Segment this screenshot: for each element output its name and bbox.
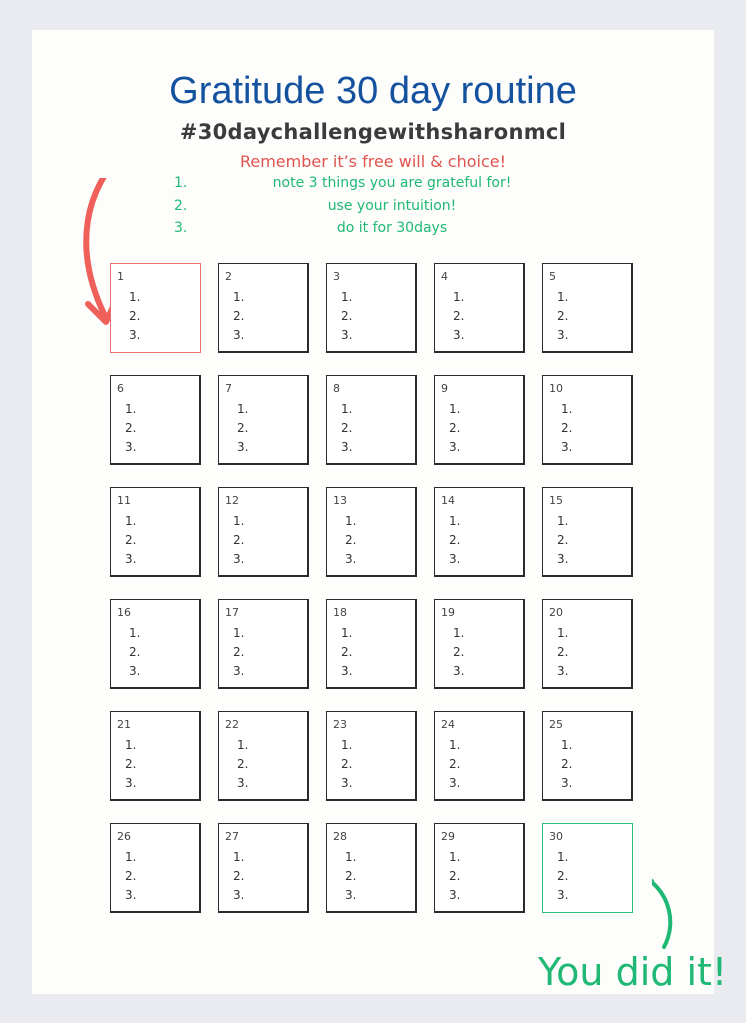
gratitude-entry-line[interactable]: 1. — [233, 514, 245, 528]
hashtag-subtitle: #30daychallengewithsharonmcl — [179, 120, 567, 144]
gratitude-entry-line[interactable]: 2. — [341, 309, 353, 323]
day-number: 10 — [549, 382, 563, 395]
gratitude-entry-line[interactable]: 1. — [557, 290, 569, 304]
day-number: 9 — [441, 382, 448, 395]
day-number: 27 — [225, 830, 239, 843]
day-box[interactable] — [110, 375, 201, 465]
gratitude-entry-line[interactable]: 3. — [557, 664, 569, 678]
gratitude-entry-line[interactable]: 1. — [233, 626, 245, 640]
day-number: 18 — [333, 606, 347, 619]
day-box[interactable] — [434, 711, 525, 801]
gratitude-entry-line[interactable]: 1. — [449, 402, 461, 416]
gratitude-entry-line[interactable]: 1. — [125, 738, 137, 752]
gratitude-entry-line[interactable]: 2. — [345, 869, 357, 883]
day-number: 4 — [441, 270, 448, 283]
gratitude-entry-line[interactable]: 3. — [557, 552, 569, 566]
gratitude-entry-line[interactable]: 2. — [233, 533, 245, 547]
day-number: 2 — [225, 270, 232, 283]
rule-text: note 3 things you are grateful for! — [272, 175, 512, 191]
day-box[interactable] — [326, 599, 417, 689]
gratitude-entry-line[interactable]: 3. — [557, 888, 569, 902]
day-box[interactable] — [110, 487, 201, 577]
gratitude-entry-line[interactable]: 2. — [237, 421, 249, 435]
gratitude-entry-line[interactable]: 2. — [125, 421, 137, 435]
gratitude-entry-line[interactable]: 3. — [345, 888, 357, 902]
gratitude-entry-line[interactable]: 1. — [561, 402, 573, 416]
gratitude-entry-line[interactable]: 1. — [341, 402, 353, 416]
gratitude-entry-line[interactable]: 3. — [561, 776, 573, 790]
gratitude-entry-line[interactable]: 3. — [233, 552, 245, 566]
day-number: 22 — [225, 718, 239, 731]
gratitude-entry-line[interactable]: 1. — [341, 626, 353, 640]
gratitude-entry-line[interactable]: 1. — [449, 850, 461, 864]
rule-item — [162, 175, 582, 195]
gratitude-entry-line[interactable]: 3. — [449, 888, 461, 902]
rule-item — [162, 198, 582, 218]
gratitude-entry-line[interactable]: 3. — [453, 328, 465, 342]
day-box[interactable] — [218, 711, 309, 801]
rule-text: do it for 30days — [336, 220, 448, 236]
gratitude-entry-line[interactable]: 1. — [345, 850, 357, 864]
day-number: 29 — [441, 830, 455, 843]
gratitude-entry-line[interactable]: 3. — [233, 328, 245, 342]
gratitude-entry-line[interactable]: 2. — [341, 645, 353, 659]
gratitude-entry-line[interactable]: 3. — [237, 776, 249, 790]
day-box[interactable] — [326, 375, 417, 465]
gratitude-entry-line[interactable]: 2. — [561, 757, 573, 771]
day-box[interactable] — [110, 599, 201, 689]
gratitude-entry-line[interactable]: 3. — [449, 440, 461, 454]
gratitude-entry-line[interactable]: 1. — [129, 290, 141, 304]
gratitude-entry-line[interactable]: 1. — [453, 626, 465, 640]
gratitude-entry-line[interactable]: 2. — [557, 533, 569, 547]
gratitude-entry-line[interactable]: 3. — [125, 776, 137, 790]
day-box[interactable] — [434, 487, 525, 577]
gratitude-entry-line[interactable]: 1. — [345, 514, 357, 528]
gratitude-entry-line[interactable]: 1. — [449, 738, 461, 752]
day-box[interactable] — [542, 711, 633, 801]
page-title: Gratitude 30 day routine — [169, 70, 577, 112]
day-number: 5 — [549, 270, 556, 283]
day-box[interactable] — [326, 263, 417, 353]
gratitude-entry-line[interactable]: 3. — [453, 664, 465, 678]
gratitude-entry-line[interactable]: 1. — [233, 290, 245, 304]
day-number: 19 — [441, 606, 455, 619]
day-number: 20 — [549, 606, 563, 619]
rule-number: 2. — [174, 198, 188, 214]
gratitude-entry-line[interactable]: 3. — [129, 328, 141, 342]
day-box[interactable] — [542, 823, 633, 913]
day-number: 25 — [549, 718, 563, 731]
gratitude-entry-line[interactable]: 3. — [233, 664, 245, 678]
gratitude-entry-line[interactable]: 1. — [237, 738, 249, 752]
day-number: 12 — [225, 494, 239, 507]
day-box[interactable] — [542, 599, 633, 689]
gratitude-entry-line[interactable]: 2. — [453, 309, 465, 323]
day-box[interactable] — [434, 599, 525, 689]
day-box[interactable] — [110, 711, 201, 801]
day-box[interactable] — [542, 375, 633, 465]
gratitude-entry-line[interactable]: 2. — [125, 757, 137, 771]
gratitude-entry-line[interactable]: 2. — [237, 757, 249, 771]
gratitude-entry-line[interactable]: 2. — [557, 309, 569, 323]
day-number: 26 — [117, 830, 131, 843]
day-box[interactable] — [326, 487, 417, 577]
gratitude-entry-line[interactable]: 2. — [233, 869, 245, 883]
gratitude-entry-line[interactable]: 3. — [449, 552, 461, 566]
gratitude-entry-line[interactable]: 2. — [125, 533, 137, 547]
gratitude-entry-line[interactable]: 3. — [345, 552, 357, 566]
day-grid — [110, 263, 636, 917]
gratitude-entry-line[interactable]: 1. — [125, 402, 137, 416]
gratitude-entry-line[interactable]: 3. — [129, 664, 141, 678]
rule-number: 3. — [174, 220, 188, 236]
gratitude-entry-line[interactable]: 2. — [557, 645, 569, 659]
day-box[interactable] — [434, 823, 525, 913]
day-number: 17 — [225, 606, 239, 619]
gratitude-entry-line[interactable]: 3. — [557, 328, 569, 342]
day-box[interactable] — [218, 823, 309, 913]
day-number: 28 — [333, 830, 347, 843]
gratitude-entry-line[interactable]: 3. — [449, 776, 461, 790]
gratitude-entry-line[interactable]: 2. — [449, 533, 461, 547]
gratitude-entry-line[interactable]: 1. — [453, 290, 465, 304]
gratitude-entry-line[interactable]: 2. — [557, 869, 569, 883]
gratitude-entry-line[interactable]: 3. — [125, 888, 137, 902]
gratitude-entry-line[interactable]: 3. — [561, 440, 573, 454]
day-box[interactable] — [218, 375, 309, 465]
day-number: 8 — [333, 382, 340, 395]
day-box[interactable] — [110, 263, 201, 353]
rule-text: use your intuition! — [327, 198, 457, 214]
gratitude-entry-line[interactable]: 2. — [449, 757, 461, 771]
gratitude-entry-line[interactable]: 1. — [557, 850, 569, 864]
gratitude-entry-line[interactable]: 2. — [233, 309, 245, 323]
gratitude-entry-line[interactable]: 1. — [341, 290, 353, 304]
day-box[interactable] — [434, 263, 525, 353]
gratitude-entry-line[interactable]: 2. — [345, 533, 357, 547]
day-number: 23 — [333, 718, 347, 731]
day-number: 21 — [117, 718, 131, 731]
day-number: 11 — [117, 494, 131, 507]
gratitude-entry-line[interactable]: 1. — [561, 738, 573, 752]
day-box[interactable] — [218, 263, 309, 353]
gratitude-entry-line[interactable]: 3. — [125, 440, 137, 454]
day-box[interactable] — [218, 487, 309, 577]
gratitude-entry-line[interactable]: 3. — [125, 552, 137, 566]
gratitude-entry-line[interactable]: 2. — [125, 869, 137, 883]
day-number: 7 — [225, 382, 232, 395]
gratitude-entry-line[interactable]: 1. — [557, 626, 569, 640]
gratitude-entry-line[interactable]: 1. — [341, 738, 353, 752]
gratitude-entry-line[interactable]: 2. — [341, 757, 353, 771]
day-box[interactable] — [542, 487, 633, 577]
day-box[interactable] — [434, 375, 525, 465]
gratitude-entry-line[interactable]: 1. — [449, 514, 461, 528]
gratitude-entry-line[interactable]: 1. — [237, 402, 249, 416]
gratitude-entry-line[interactable]: 2. — [129, 645, 141, 659]
gratitude-entry-line[interactable]: 3. — [341, 328, 353, 342]
day-number: 1 — [117, 270, 124, 283]
gratitude-entry-line[interactable]: 2. — [449, 869, 461, 883]
gratitude-entry-line[interactable]: 2. — [129, 309, 141, 323]
gratitude-entry-line[interactable]: 2. — [233, 645, 245, 659]
day-number: 16 — [117, 606, 131, 619]
day-number: 13 — [333, 494, 347, 507]
day-number: 14 — [441, 494, 455, 507]
reminder-text: Remember it’s free will & choice! — [239, 152, 507, 171]
gratitude-entry-line[interactable]: 2. — [561, 421, 573, 435]
day-box[interactable] — [542, 263, 633, 353]
gratitude-entry-line[interactable]: 2. — [453, 645, 465, 659]
completion-message: You did it! — [538, 950, 728, 994]
gratitude-entry-line[interactable]: 2. — [449, 421, 461, 435]
day-box[interactable] — [326, 823, 417, 913]
day-box[interactable] — [326, 711, 417, 801]
day-box[interactable] — [110, 823, 201, 913]
gratitude-entry-line[interactable]: 2. — [341, 421, 353, 435]
day-number: 30 — [549, 830, 563, 843]
gratitude-entry-line[interactable]: 1. — [125, 850, 137, 864]
gratitude-entry-line[interactable]: 3. — [233, 888, 245, 902]
gratitude-entry-line[interactable]: 3. — [341, 440, 353, 454]
day-number: 6 — [117, 382, 124, 395]
rule-item — [162, 220, 582, 240]
day-number: 15 — [549, 494, 563, 507]
gratitude-entry-line[interactable]: 3. — [237, 440, 249, 454]
gratitude-entry-line[interactable]: 1. — [129, 626, 141, 640]
gratitude-entry-line[interactable]: 3. — [341, 776, 353, 790]
gratitude-entry-line[interactable]: 1. — [233, 850, 245, 864]
rule-number: 1. — [174, 175, 188, 191]
gratitude-entry-line[interactable]: 1. — [125, 514, 137, 528]
day-number: 24 — [441, 718, 455, 731]
gratitude-entry-line[interactable]: 1. — [557, 514, 569, 528]
gratitude-entry-line[interactable]: 3. — [341, 664, 353, 678]
challenge-sheet — [32, 30, 728, 994]
day-number: 3 — [333, 270, 340, 283]
day-box[interactable] — [218, 599, 309, 689]
